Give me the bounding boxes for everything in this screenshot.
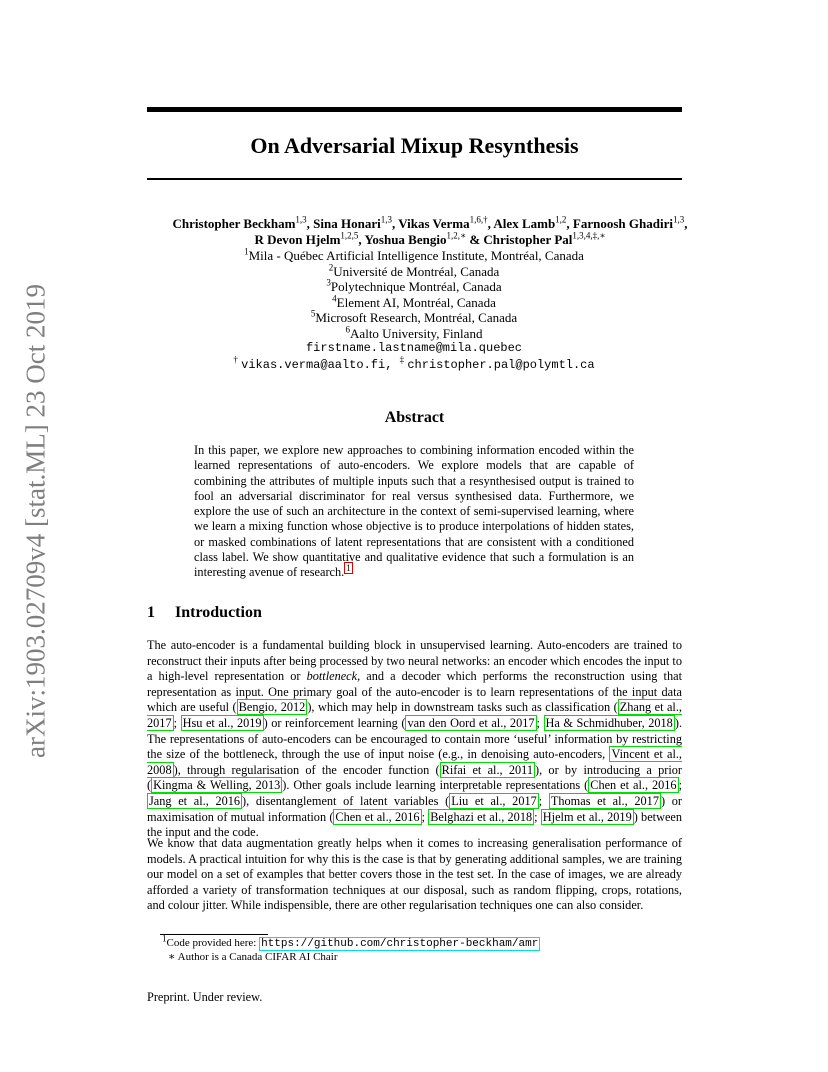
title-bottom-rule [147,178,682,180]
author-name: Vikas Verma [398,216,470,231]
affiliation-text: Aalto University, Finland [350,325,483,341]
paragraph-text: , and a decoder which performs the reconstruction using that representation as input. One primary goal of the auto-encoder is to learn representations of the input data which are useful ( [147,669,682,715]
paragraph-text: ), which may help in downstream tasks such as classification ( [307,700,618,715]
author-separator: , [391,216,399,231]
citation-link[interactable]: Belghazi et al., 2018 [430,809,533,824]
citation-link[interactable]: Zhang et al., 2017 [147,700,682,730]
paragraph-text: ; [536,715,544,730]
author-name: Christopher Beckham [172,216,296,231]
citation-link[interactable]: Rifai et al., 2011 [441,762,533,777]
author-name: R Devon Hjelm [254,232,341,247]
citation-link[interactable]: Hjelm et al., 2019 [542,809,632,824]
affiliation-text: Mila - Québec Artificial Intelligence Institute, Montréal, Canada [248,248,584,263]
preprint-note: Preprint. Under review. [147,990,263,1004]
footnote-1-mark: 1 [162,933,167,944]
author-separator: , [358,232,365,247]
email-vikas: vikas.verma@aalto.fi [241,358,386,372]
affiliation-number: 4 [332,293,337,304]
author-name: Farnoosh Ghadiri [572,216,673,231]
affiliation-line [180,326,648,342]
paragraph-text: ) or reinforcement learning ( [263,715,406,730]
author-affiliation-marks: 1,3,4,‡,∗ [572,230,606,241]
authors-line-1 [130,216,730,232]
author-separator: , [487,216,494,231]
paragraph-text: ; [173,715,181,730]
section-title: Introduction [175,604,262,621]
author-separator: & [466,232,484,247]
affiliation-line [180,248,648,264]
affiliation-number: 5 [310,308,316,319]
email-pal: christopher.pal@polymtl.ca [407,358,595,372]
citation-link[interactable]: Bengio, 2012 [238,700,306,715]
footnote-ref-1[interactable]: 1 [346,563,351,574]
footnote-rule [160,934,268,935]
code-url-link[interactable]: https://github.com/christopher-beckham/amr [261,938,539,950]
citation-link[interactable]: Chen et al., 2016 [590,778,677,793]
citation-link[interactable]: Ha & Schmidhuber, 2018 [545,715,673,730]
affiliation-text: Element AI, Montréal, Canada [336,294,496,310]
citation-link[interactable]: van den Oord et al., 2017 [407,715,535,730]
affiliation-text: Microsoft Research, Montréal, Canada [315,310,518,325]
affiliation-line [180,310,648,326]
emphasis-text: bottleneck [306,669,358,684]
citation-link[interactable]: Vincent et al., 2008 [147,747,683,777]
footnote-2: ∗ Author is a Canada CIFAR AI Chair [168,951,338,963]
email-main: firstname.lastname@mila.quebec [305,341,523,355]
affiliations [180,248,648,341]
footnote-1-text: Code provided here: [166,937,260,949]
citation-link[interactable]: Kingma & Welling, 2013 [153,778,281,793]
paragraph-text: ), disentanglement of latent variables ( [242,793,450,808]
section-heading [147,604,262,622]
section-number: 1 [147,604,155,621]
dagger-mark: † [233,354,238,365]
paragraph-text: ; [538,793,549,808]
affiliation-line [180,279,648,295]
affiliation-number: 3 [326,277,331,288]
paragraph-text: ), or by introducing a prior ( [147,762,682,793]
affiliation-text: Université de Montréal, Canada [333,263,500,279]
citation-link[interactable]: Chen et al., 2016 [335,809,420,824]
footnote-1 [162,933,540,951]
arxiv-identifier-text: arXiv:1903.02709v4 [stat.ML] 23 Oct 2019 [20,284,51,758]
paragraph-text: The auto-encoder is a fundamental building block in unsupervised learning. Auto-encoders are trained to reconstruct their inputs after being processed by two neural networks: an encoder which encodes the input to a high-level representation or [147,638,682,684]
email-secondary: † vikas.verma@aalto.fi, ‡ christopher.pal@polymtl.ca [233,354,595,372]
citation-link[interactable]: Jang et al., 2016 [149,793,241,808]
author-name: Yoshua Bengio [364,232,447,247]
author-affiliation-marks: 1,6,† [469,214,488,225]
paper-title: On Adversarial Mixup Resynthesis [250,133,579,158]
paragraph-text: ; [678,778,682,793]
intro-paragraph-2: We know that data augmentation greatly helps when it comes to increasing generalisation performance of models. A practical intuition for why this is the case is that by generating additional samples, we are training our model on a set of examples that better covers those in the test set. In the case of images, we are already afforded a variety of transformation techniques at our disposal, such as random flipping, crops, rotations, and colour jitter. While indispensible, there are other regularisation techniques one can also consider. [147,836,682,913]
arxiv-identifier [16,286,56,756]
title-top-rule [147,107,682,112]
paragraph-text: ; [421,809,429,824]
affiliation-line [180,264,648,280]
citation-link[interactable]: Thomas et al., 2017 [550,793,659,808]
author-name: Sina Honari [313,216,381,231]
paragraph-text: ; [534,809,541,824]
author-affiliation-marks: 1,2,5 [340,230,359,241]
affiliation-number: 6 [345,324,351,335]
abstract-text [194,443,634,581]
citation-link[interactable]: Liu et al., 2017 [451,793,537,808]
affiliation-number: 2 [328,262,334,273]
affiliation-text: Polytechnique Montréal, Canada [330,279,502,294]
author-affiliation-marks: 1,2 [555,214,567,225]
author-separator: , [306,216,314,231]
abstract-heading: Abstract [384,409,445,426]
author-affiliation-marks: 1,2,∗ [446,230,467,241]
author-name: Christopher Pal [483,232,573,247]
affiliation-line [180,295,648,311]
author-separator: , [566,216,573,231]
paragraph-text: ). Other goals include learning interpretable representations ( [282,778,589,793]
abstract-body: In this paper, we explore new approaches to combining information encoded within the learned representations of auto-encoders. We explore models that are capable of combining the attributes of multiple inputs such that a resynthesised output is trained to fool an adversarial discriminator for real versus synthesised data. Furthermore, we explore the use of such an architecture in the context of semi-supervised learning, where we learn a mixing function whose objective is to produce interpolations of hidden states, or masked combinations of latent representations that are consistent with a conditioned class label. We show quantitative and qualitative evidence that such a formulation is an interesting avenue of research. [194,443,634,580]
affiliation-number: 1 [244,246,249,257]
author-affiliation-marks: 1,3 [380,214,392,225]
paragraph-text: ) between the input and the code. [147,809,683,840]
authors-line-2 [130,232,730,248]
paragraph-text: ) or maximisation of mutual information ( [147,793,682,824]
paragraph-text: ). The representations of auto-encoders can be encouraged to contain more ‘useful’ information by restricting the size of the bottleneck, through the use of input noise (e.g., in denoising auto-encoders, [147,715,683,762]
author-affiliation-marks: 1,3 [295,214,307,225]
intro-paragraph-1 [147,638,682,841]
author-name: Alex Lamb [493,216,556,231]
paragraph-text: ), through regularisation of the encoder function ( [173,762,440,777]
author-separator: , [684,216,688,231]
ddagger-mark: ‡ [399,354,405,365]
citation-link[interactable]: Hsu et al., 2019 [182,715,262,730]
author-affiliation-marks: 1,3 [672,214,685,225]
